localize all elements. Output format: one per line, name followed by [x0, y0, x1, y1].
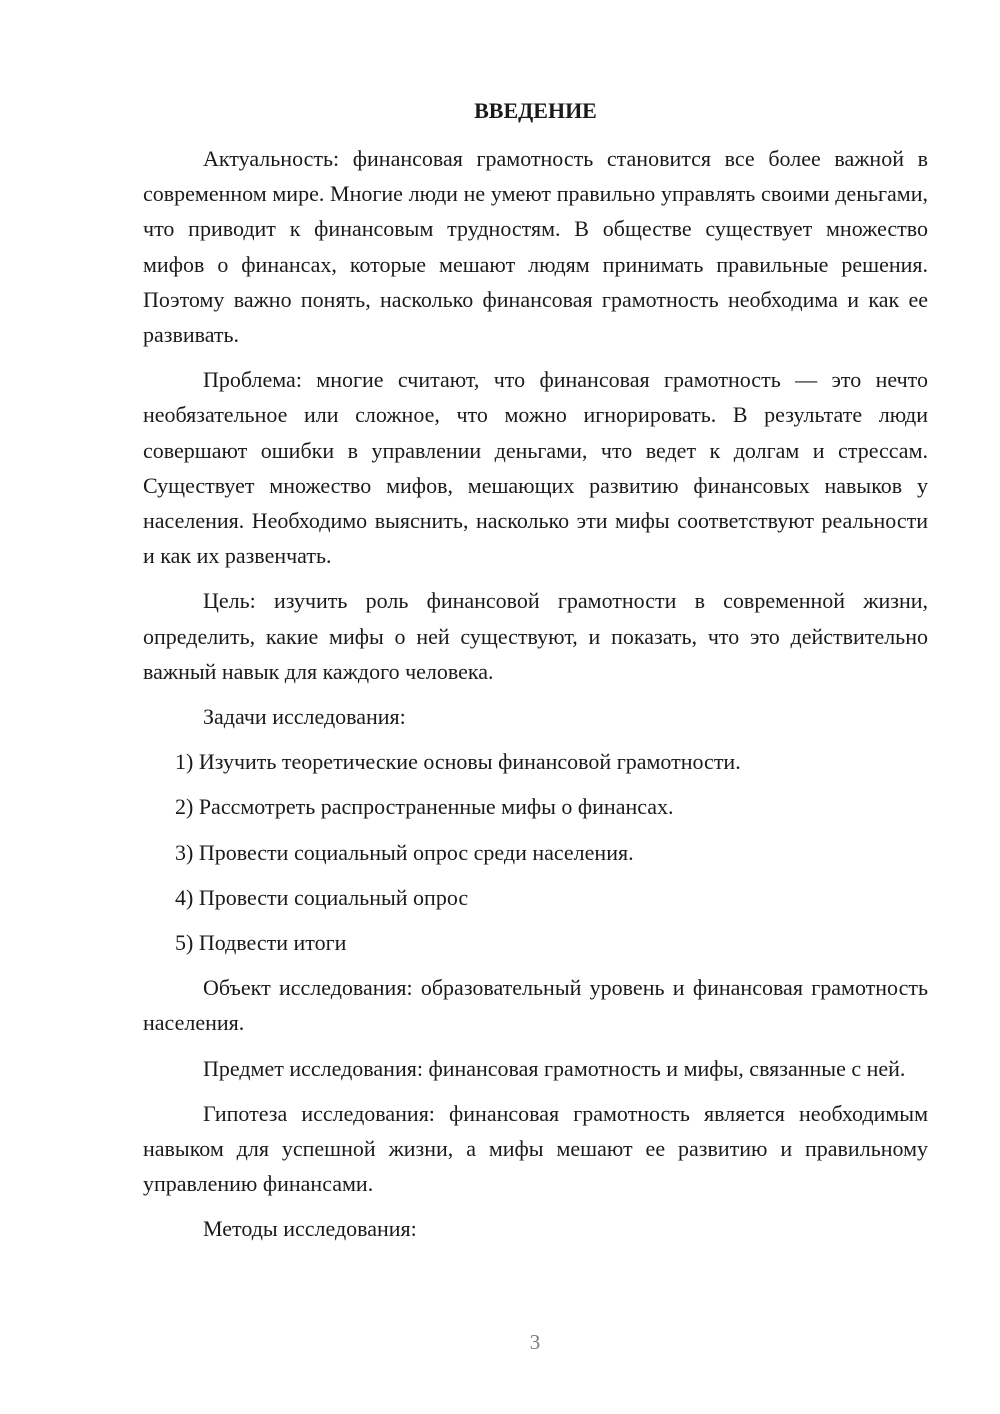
paragraph-object: Объект исследования: образовательный уровень и финансовая грамотность населения.: [143, 975, 928, 1036]
paragraph-goal: Цель: изучить роль финансовой грамотности в современной жизни, определить, какие мифы о ней существуют, и показать, что это действительно важный навык для каждого человека.: [143, 588, 928, 684]
list-item: 2) Рассмотреть распространенные мифы о финансах.: [175, 794, 674, 820]
list-item: 3) Провести социальный опрос среди населения.: [175, 839, 634, 865]
tasks-list: [143, 744, 928, 960]
paragraph-relevance: Актуальность: финансовая грамотность становится все более важной в современном мире. Многие люди не умеют правильно управлять своими деньгами, что приводит к финансовым трудностям. В обществе существует множество мифов о финансах, которые мешают людям принимать правильные решения. Поэтому важно понять, насколько финансовая грамотность необходима и как ее развивать.: [143, 146, 928, 348]
page-number: 3: [529, 1330, 541, 1354]
list-item: 1) Изучить теоретические основы финансовой грамотности.: [175, 749, 741, 775]
tasks-heading: Задачи исследования:: [203, 704, 406, 730]
paragraph-subject: Предмет исследования: финансовая грамотность и мифы, связанные с ней.: [203, 1055, 906, 1081]
methods-heading: Методы исследования:: [203, 1216, 417, 1242]
section-title: ВВЕДЕНИЕ: [474, 98, 597, 123]
paragraph-hypothesis: Гипотеза исследования: финансовая грамотность является необходимым навыком для успешной жизни, а мифы мешают ее развитию и правильному управлению финансами.: [143, 1100, 928, 1197]
paragraph-problem: Проблема: многие считают, что финансовая грамотность — это нечто необязательное или сложное, что можно игнорировать. В результате люди совершают ошибки в управлении деньгами, что ведет к долгам и стрессам. Существует множество мифов, мешающих развитию финансовых навыков у населения. Необходимо выяснить, насколько эти мифы соответствуют реальности и как их развенчать.: [143, 367, 928, 569]
list-item: 4) Провести социальный опрос: [175, 884, 469, 910]
document-page: [143, 95, 928, 1247]
list-item: 5) Подвести итоги: [175, 930, 347, 956]
